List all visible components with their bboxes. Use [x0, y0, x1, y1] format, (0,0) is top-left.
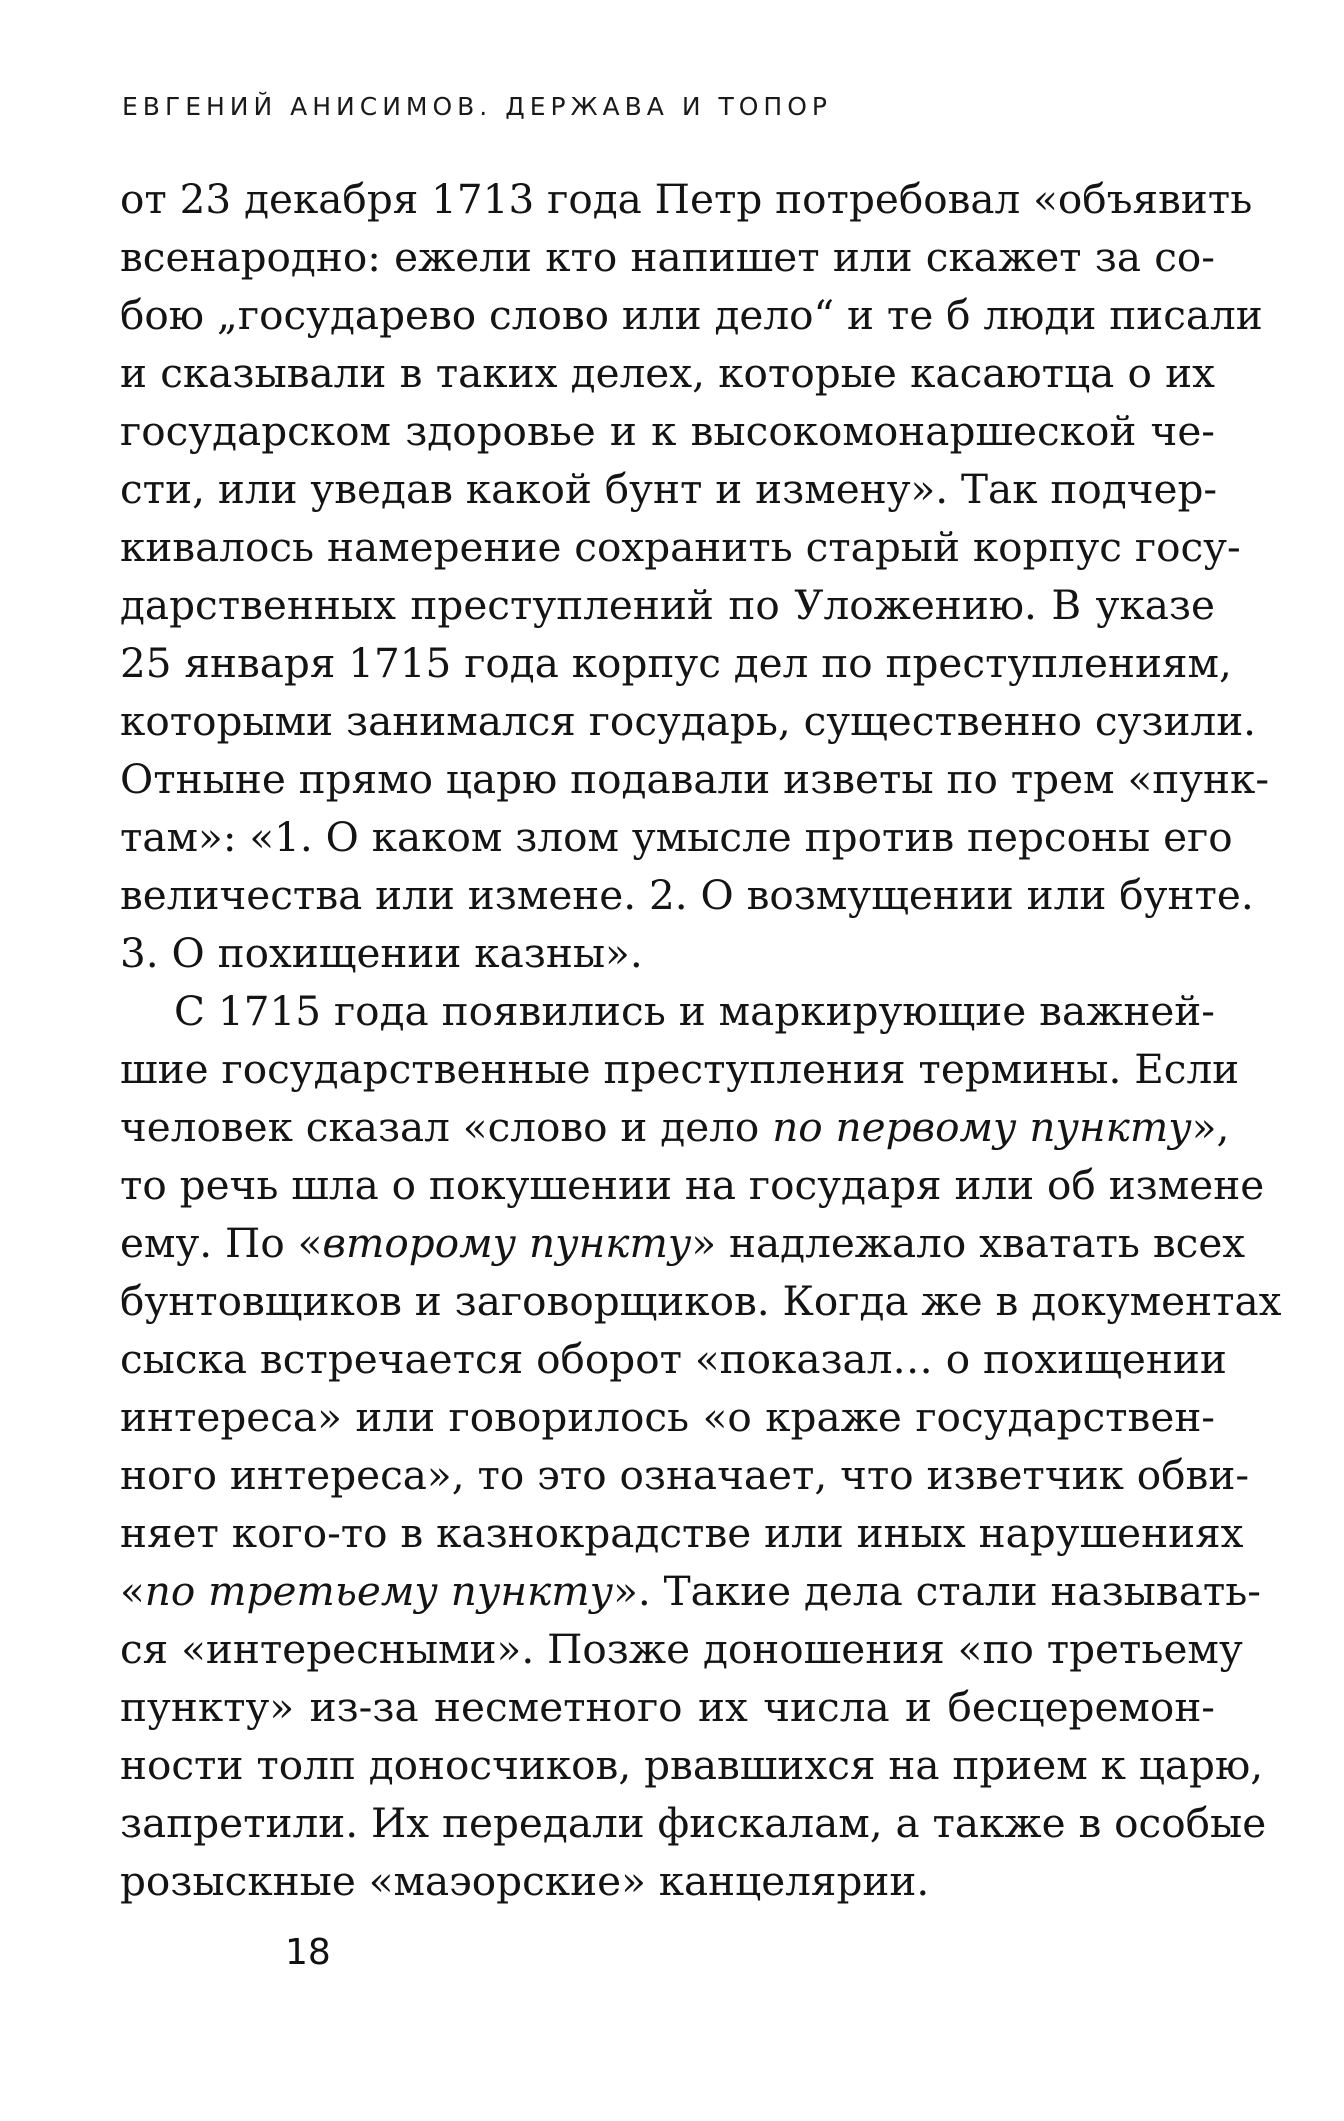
italic-term: по первому пункту [772, 1103, 1192, 1151]
text-line: которыми занимался государь, существенно сузили. [120, 697, 1257, 745]
text-line: от 23 декабря 1713 года Петр потребовал «объявить [120, 175, 1253, 223]
text-line: няет кого-то в казнокрадстве или иных нарушениях [120, 1509, 1244, 1557]
italic-term: по третьему пункту [144, 1567, 614, 1615]
text-line: государском здоровье и к высокомонаршеской че- [120, 407, 1215, 455]
text-run: « [120, 1567, 145, 1615]
text-line [120, 1214, 1246, 1272]
text-run: человек сказал «слово и дело [120, 1103, 773, 1151]
text-line: сыска встречается оборот «показал… о похищении [120, 1335, 1227, 1383]
text-line: ного интереса», то это означает, что изветчик обви- [120, 1451, 1250, 1499]
text-line: то речь шла о покушении на государя или об измене [120, 1161, 1265, 1209]
text-line: С 1715 года появились и маркирующие важней- [174, 987, 1215, 1035]
text-line [120, 1098, 1230, 1156]
text-line: бунтовщиков и заговорщиков. Когда же в документах [120, 1277, 1282, 1325]
text-line: 3. О похищении казны». [120, 929, 643, 977]
text-line: там»: «1. О каком злом умысле против персоны его [120, 813, 1233, 861]
text-line: дарственных преступлений по Уложению. В указе [120, 581, 1215, 629]
text-line: кивалось намерение сохранить старый корпус госу- [120, 523, 1241, 571]
text-line: сти, или уведав какой бунт и измену». Так подчер- [120, 465, 1218, 513]
text-line: величества или измене. 2. О возмущении или бунте. [120, 871, 1254, 919]
paragraph-2 [120, 982, 1282, 1910]
text-line: шие государственные преступления термины. Если [120, 1045, 1240, 1093]
text-line: бою „государево слово или дело“ и те б люди писали [120, 291, 1263, 339]
italic-term: второму пункту [322, 1219, 692, 1267]
page-number: 18 [285, 1932, 331, 1973]
running-header: ЕВГЕНИЙ АНИСИМОВ. ДЕРЖАВА И ТОПОР [122, 92, 832, 121]
text-line: пункту» из-за несметного их числа и бесцеремон- [120, 1683, 1215, 1731]
text-run: » надлежало хватать всех [691, 1219, 1246, 1267]
text-line: ности толп доносчиков, рвавшихся на прием к царю, [120, 1741, 1264, 1789]
text-line: 25 января 1715 года корпус дел по преступлениям, [120, 639, 1232, 687]
text-line: интереса» или говорилось «о краже государствен- [120, 1393, 1215, 1441]
text-line: Отныне прямо царю подавали изветы по трем «пунк- [120, 755, 1270, 803]
text-run: », [1191, 1103, 1230, 1151]
text-run: ему. По « [120, 1219, 323, 1267]
text-line [120, 1562, 1261, 1620]
text-line: всенародно: ежели кто напишет или скажет за со- [120, 233, 1215, 281]
text-line: запретили. Их передали фискалам, а также в особые [120, 1799, 1267, 1847]
text-run: ». Такие дела стали называть- [613, 1567, 1261, 1615]
text-line: и сказывали в таких делех, которые касаютца о их [120, 349, 1215, 397]
body-text [120, 170, 1282, 1910]
paragraph-1 [120, 170, 1270, 982]
text-line: розыскные «маэорские» канцелярии. [120, 1857, 930, 1905]
text-line: ся «интересными». Позже доношения «по третьему [120, 1625, 1243, 1673]
